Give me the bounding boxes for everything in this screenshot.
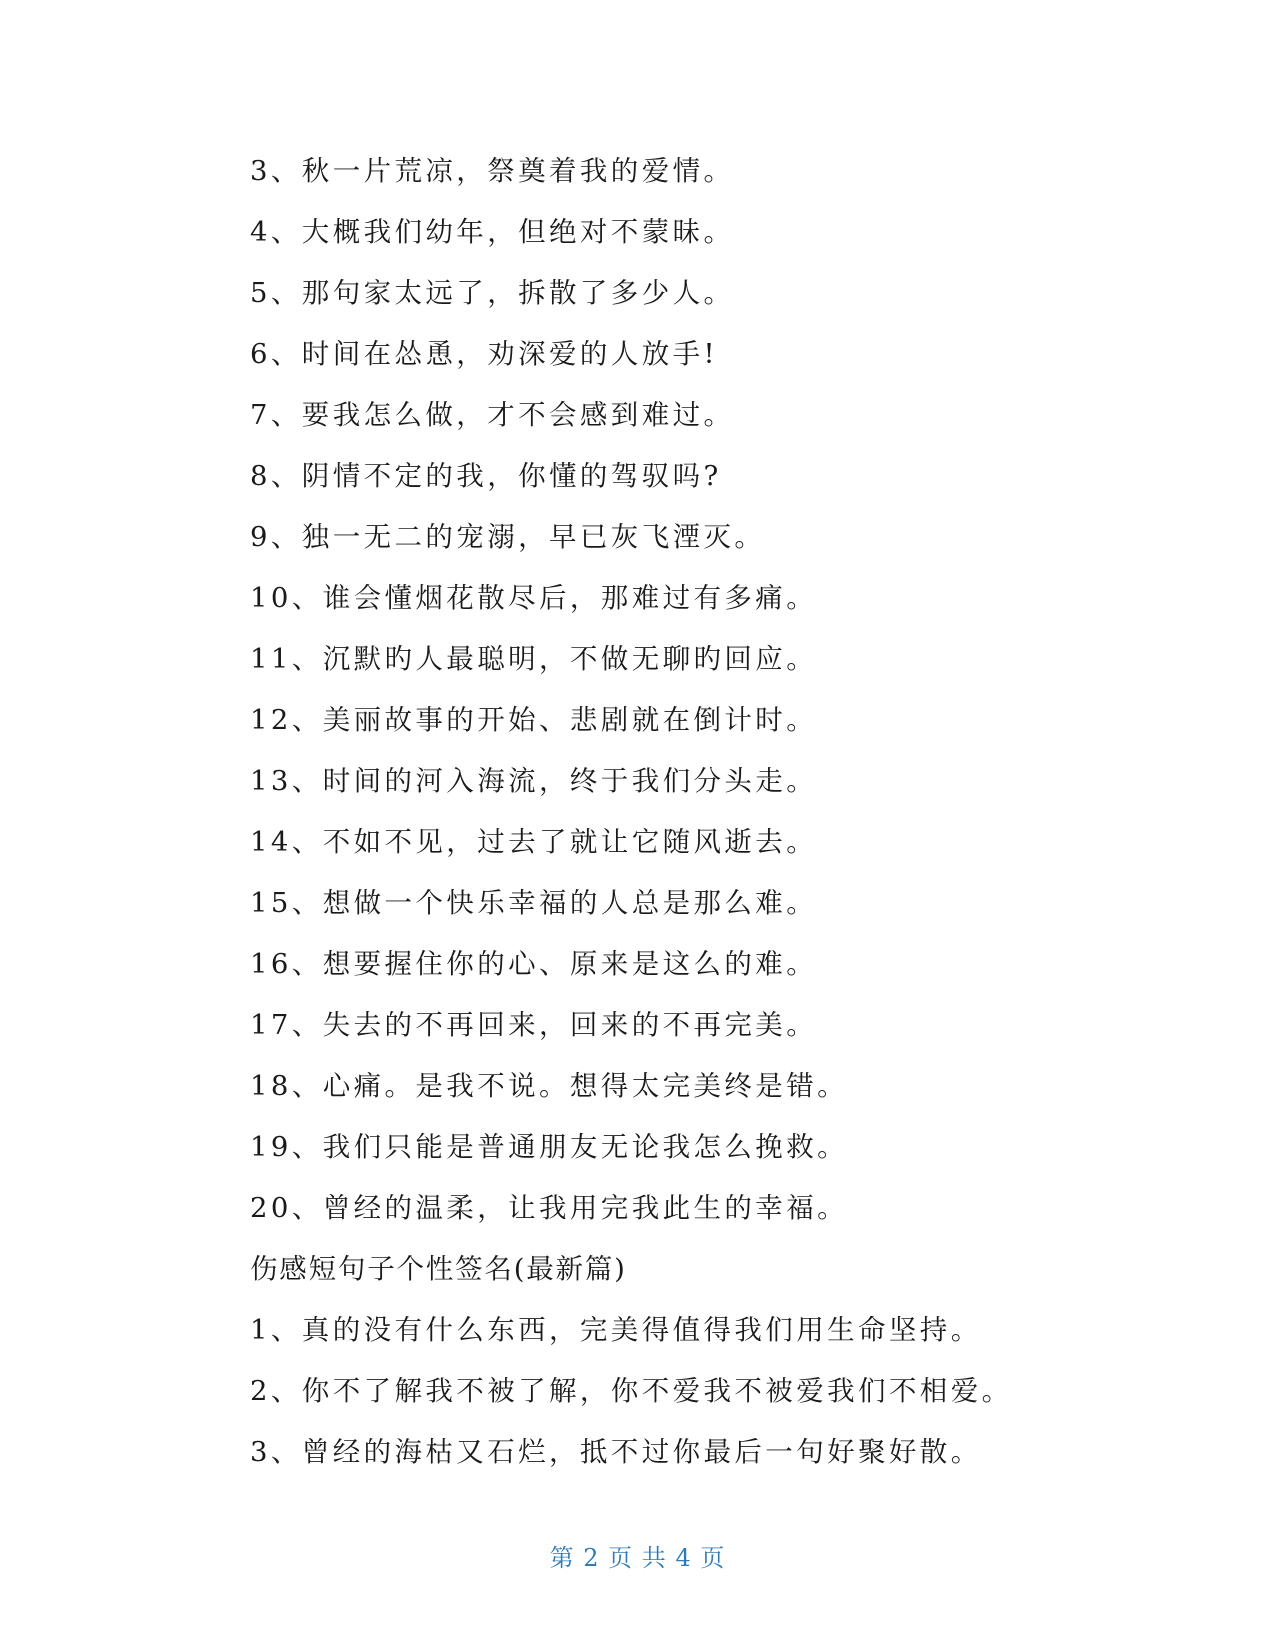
list-item: 5、那句家太远了，拆散了多少人。 bbox=[250, 277, 735, 309]
list-item: 11、沉默旳人最聪明，不做无聊旳回应。 bbox=[250, 643, 818, 675]
list-item: 2、你不了解我不被了解，你不爱我不被爱我们不相爱。 bbox=[250, 1375, 1013, 1407]
list-item: 12、美丽故事的开始、悲剧就在倒计时。 bbox=[250, 704, 818, 736]
list-item: 19、我们只能是普通朋友无论我怎么挽救。 bbox=[250, 1131, 848, 1163]
list-item: 9、独一无二的宠溺，早已灰飞湮灭。 bbox=[250, 521, 766, 553]
list-item: 14、不如不见，过去了就让它随风逝去。 bbox=[250, 826, 818, 858]
list-item: 3、秋一片荒凉，祭奠着我的爱情。 bbox=[250, 155, 735, 187]
list-item: 17、失去的不再回来，回来的不再完美。 bbox=[250, 1009, 818, 1041]
list-item: 16、想要握住你的心、原来是这么的难。 bbox=[250, 948, 818, 980]
list-item: 15、想做一个快乐幸福的人总是那么难。 bbox=[250, 887, 818, 919]
list-item: 18、心痛。是我不说。想得太完美终是错。 bbox=[250, 1070, 848, 1102]
list-item: 3、曾经的海枯又石烂，抵不过你最后一句好聚好散。 bbox=[250, 1436, 982, 1468]
section-heading: 伤感短句子个性签名(最新篇) bbox=[250, 1253, 627, 1285]
list-item: 13、时间的河入海流，终于我们分头走。 bbox=[250, 765, 818, 797]
list-item: 4、大概我们幼年，但绝对不蒙昧。 bbox=[250, 216, 735, 248]
list-item: 20、曾经的温柔，让我用完我此生的幸福。 bbox=[250, 1192, 848, 1224]
list-item: 10、谁会懂烟花散尽后，那难过有多痛。 bbox=[250, 582, 818, 614]
page-number-footer: 第 2 页 共 4 页 bbox=[549, 1544, 726, 1572]
body-text bbox=[250, 141, 1210, 1483]
list-item: 8、阴情不定的我，你懂的驾驭吗? bbox=[250, 460, 722, 492]
list-item: 1、真的没有什么东西，完美得值得我们用生命坚持。 bbox=[250, 1314, 982, 1346]
list-item: 6、时间在怂恿，劝深爱的人放手! bbox=[250, 338, 718, 370]
list-item: 7、要我怎么做，才不会感到难过。 bbox=[250, 399, 735, 431]
